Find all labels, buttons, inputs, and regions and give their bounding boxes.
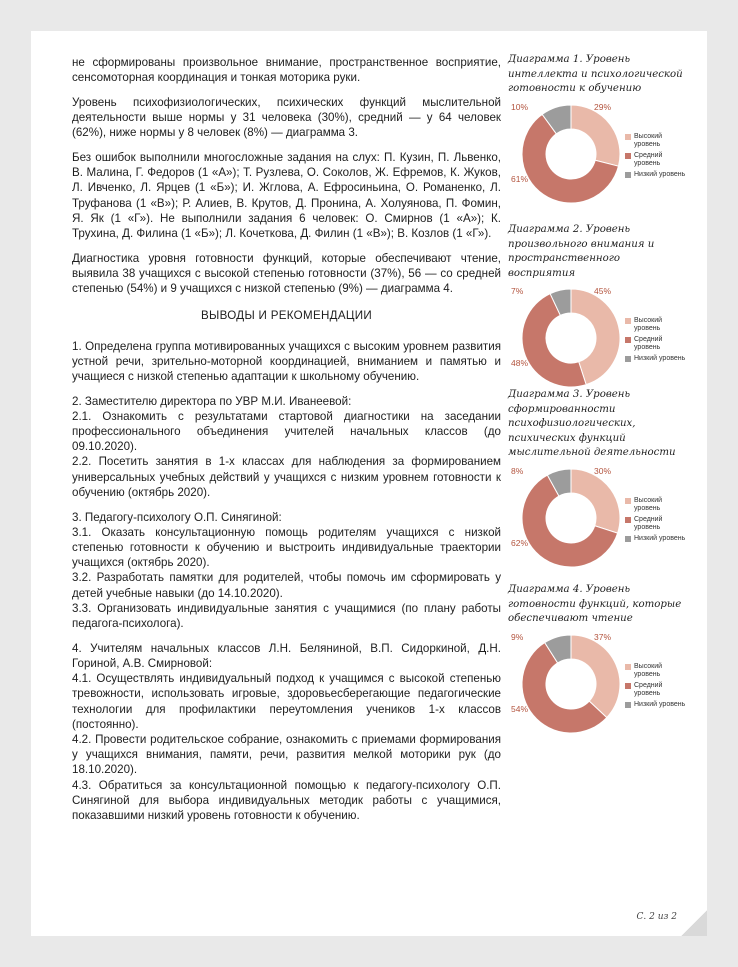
donut-slice-high [571, 635, 620, 718]
legend-label: Высокий уровень [634, 132, 663, 148]
legend-item-high [625, 317, 688, 333]
recommendation-item: 2.1. Ознакомить с результатами стартовой диагностики на заседании профессионального объединения учителей начальных классов (до 09.10.2020). [72, 409, 501, 454]
chart-title: Диаграмма 2. Уровень произвольного внимания и пространственного восприятия [508, 224, 655, 279]
recommendation-item: 4.3. Обратиться за консультационной помощью к педагогу-психологу О.П. Синягиной для выбора индивидуальных методик работы с учащимися, показавшими низкий уровень готовности к обучению. [72, 778, 501, 822]
chart-area [508, 101, 688, 207]
chart-title: Диаграмма 4. Уровень готовности функций, которые обеспечивают чтение [508, 584, 682, 624]
chart-block-2 [508, 223, 688, 391]
recommendation-item: 3.1. Оказать консультационную помощь родителям учащихся с низкой степенью готовности к обучению и выстроить индивидуальные траектории учащихся (октябрь 2020). [72, 525, 501, 570]
slice-percent-label: 7% [511, 286, 524, 296]
chart-area [508, 285, 688, 391]
chart-legend [625, 497, 688, 546]
legend-item-high [625, 663, 688, 679]
legend-item-medium [625, 516, 688, 532]
paragraph: Без ошибок выполнили многосложные задания на слух: П. Кузин, П. Львенко, В. Малина, Г. Федоров (1 «А»); Т. Рузлева, О. Соколов, Ж. Ефремов, К. Жуков, Л. Ивченко, Л. Ярцев (1 «Б»); И. Жглова, А. Ефросиньина, О. Романенко, Л. Труфанова (1 «В»); Р. Алиев, В. Крутов, Д. Пронина, А. Холуянова, П. Фомин, Я. Як (1 «Г»). Не выполнили задания 6 человек: О. Смирнов (1 «А»); К. Трухина, Д. Филина (1 «Б»); Л. Кочеткова, Д. Филин (1 «В»); В. Козлов (1 «Г»). [72, 151, 501, 241]
recommendation-item: 4.1. Осуществлять индивидуальный подход к учащимся с высокой степенью тревожности, использовать игровые, здоровьесберегающие педагогические технологии для профилактики переутомления учеников 1-х классов (постоянно). [72, 672, 501, 731]
recommendation-item: 2. Заместителю директора по УВР М.И. Иванеевой: [72, 394, 352, 408]
paragraph: Уровень психофизиологических, психических функций мыслительной деятельности выше нормы у 31 человека (30%), средний — у 64 человек (62%), ниже нормы у 8 человек (8%) — диаграмма 3. [72, 95, 501, 140]
legend-label: Высокий уровень [634, 662, 663, 678]
legend-item-low [625, 701, 688, 709]
slice-percent-label: 54% [511, 703, 529, 714]
recommendation-item: 3.2. Разработать памятки для родителей, чтобы помочь им сформировать у детей учебные навыки (до 14.10.2020). [72, 571, 501, 600]
slice-percent-label: 30% [593, 465, 611, 476]
slice-percent-label: 8% [511, 465, 524, 476]
recommendation-item: 3. Педагогу-психологу О.П. Синягиной: [72, 510, 282, 524]
legend-item-medium [625, 336, 688, 352]
chart-legend [625, 317, 688, 366]
legend-item-medium [625, 152, 688, 168]
recommendation-item: 3.3. Организовать индивидуальные занятия с учащимися (по плану работы педагога-психолога). [72, 601, 501, 630]
legend-swatch [625, 153, 631, 159]
recommendation-item: 1. Определена группа мотивированных учащихся с высоким уровнем развития устной речи, зрительно-моторной координацией, вниманием и памятью и учащиеся с низкой степенью адаптации к школьному обучению. [72, 339, 501, 383]
slice-percent-label: 29% [593, 101, 611, 112]
chart-area [508, 465, 688, 571]
legend-label: Низкий уровень [634, 700, 686, 708]
legend-swatch [625, 683, 631, 689]
legend-label: Низкий уровень [634, 534, 686, 542]
chart-block-3 [508, 388, 688, 571]
page-corner-fold [681, 910, 707, 936]
legend-swatch [625, 134, 631, 140]
legend-item-low [625, 171, 688, 179]
legend-label: Высокий уровень [634, 496, 663, 512]
legend-swatch [625, 318, 631, 324]
donut-slice-high [571, 469, 620, 533]
legend-swatch [625, 337, 631, 343]
report-text-column [72, 55, 501, 823]
slice-percent-label: 45% [593, 286, 611, 296]
legend-swatch [625, 664, 631, 670]
chart-legend [625, 133, 688, 182]
legend-item-low [625, 535, 688, 543]
legend-swatch [625, 172, 631, 178]
recommendation-item: 4. Учителям начальных классов Л.Н. Беляниной, В.П. Сидоркиной, Д.Н. Гориной, А.В. Смирновой: [72, 641, 501, 670]
legend-item-low [625, 355, 688, 363]
slice-percent-label: 62% [511, 537, 529, 548]
slice-percent-label: 9% [511, 631, 524, 642]
legend-label: Низкий уровень [634, 170, 686, 178]
legend-swatch [625, 498, 631, 504]
section-heading: ВЫВОДЫ И РЕКОМЕНДАЦИИ [201, 309, 372, 323]
slice-percent-label: 10% [511, 101, 529, 112]
recommendation-item: 4.2. Провести родительское собрание, ознакомить с приемами формирования у учащихся внимания, памяти, речи, развития мелкой моторики рук (до 18.10.2020). [72, 732, 501, 777]
document-page [31, 31, 707, 936]
slice-percent-label: 37% [593, 631, 611, 642]
legend-label: Средний уровень [634, 151, 663, 167]
legend-swatch [625, 702, 631, 708]
chart-area [508, 631, 688, 737]
slice-percent-label: 48% [511, 358, 529, 368]
page-number: С. 2 из 2 [636, 912, 677, 922]
legend-label: Средний уровень [634, 336, 663, 351]
legend-swatch [625, 356, 631, 362]
legend-swatch [625, 517, 631, 523]
legend-label: Средний уровень [634, 515, 663, 531]
legend-label: Низкий уровень [634, 355, 686, 362]
chart-block-1 [508, 53, 688, 207]
paragraph: Диагностика уровня готовности функций, которые обеспечивают чтение, выявила 38 учащихся с высокой степенью готовности (37%), 56 — со средней степенью (54%) и 9 учащихся с низкой степенью (9%) — диаграмма 4. [72, 251, 501, 296]
legend-swatch [625, 536, 631, 542]
legend-label: Высокий уровень [634, 317, 663, 332]
chart-title: Диаграмма 3. Уровень сформированности психофизиологических, психических функций мыслительной деятельности [508, 389, 676, 458]
legend-label: Средний уровень [634, 681, 663, 697]
legend-item-medium [625, 682, 688, 698]
slice-percent-label: 61% [511, 173, 529, 184]
chart-block-4 [508, 583, 688, 737]
chart-title: Диаграмма 1. Уровень интеллекта и психологической готовности к обучению [508, 54, 683, 94]
legend-item-high [625, 133, 688, 149]
legend-item-high [625, 497, 688, 513]
paragraph: не сформированы произвольное внимание, пространственное восприятие, сенсомоторная координация и тонкая моторика руки. [72, 56, 501, 85]
recommendation-item: 2.2. Посетить занятия в 1-х классах для наблюдения за формированием универсальных учебных действий у учащихся с низким уровнем готовности к обучению (октябрь 2020). [72, 455, 501, 499]
donut-slice-high [571, 105, 620, 166]
chart-legend [625, 663, 688, 712]
